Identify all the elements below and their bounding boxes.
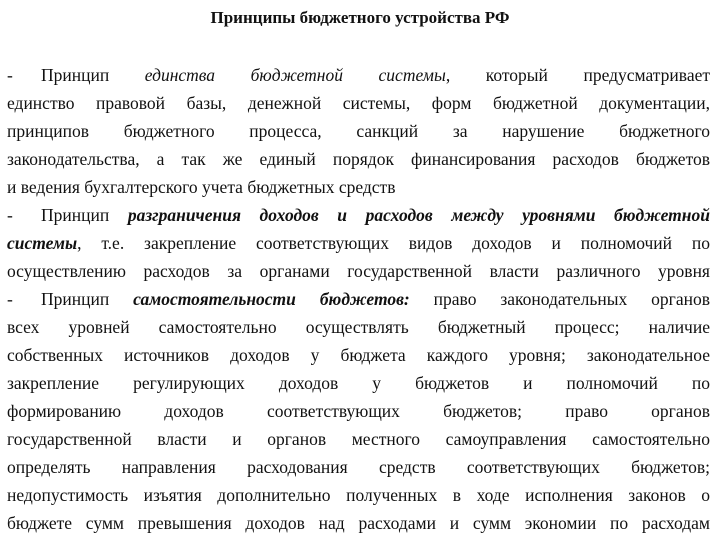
principle-3-line-9: бюджете сумм превышения доходов над расходами и сумм экономии по расходам xyxy=(7,513,710,533)
principle-1-name: единства бюджетной системы xyxy=(144,65,446,85)
principle-2-prefix: Принцип xyxy=(41,205,128,225)
principle-3-line-3: собственных источников доходов у бюджета каждого уровня; законодательное xyxy=(7,345,710,365)
principle-2-name: разграничения доходов и расходов между уровнями бюджетной xyxy=(127,205,710,225)
page-title: Принципы бюджетного устройства РФ xyxy=(210,8,510,27)
bullet-dash: - xyxy=(7,65,13,85)
principle-3-line-2: всех уровней самостоятельно осуществлять бюджетный процесс; наличие xyxy=(7,317,710,337)
principle-2-line-3: осуществлению расходов за органами государственной власти различного уровня xyxy=(7,261,710,281)
principle-3-line-4: закрепление регулирующих доходов у бюджетов и полномочий по xyxy=(7,373,710,393)
principle-3-suffix: право законодательных органов xyxy=(409,289,710,309)
principle-2-lead xyxy=(41,203,710,227)
principle-1-line-3: принципов бюджетного процесса, санкций за нарушение бюджетного xyxy=(7,121,710,141)
principle-3-line-7: определять направления расходования средств соответствующих бюджетов; xyxy=(7,457,710,477)
principle-1-line-5: и ведения бухгалтерского учета бюджетных средств xyxy=(7,177,396,197)
principle-3-lead xyxy=(41,287,710,311)
principle-1-suffix: , который предусматривает xyxy=(445,65,710,85)
principle-3-line-8: недопустимость изъятия дополнительно полученных в ходе исполнения законов о xyxy=(7,485,710,505)
principle-3-line-1 xyxy=(7,287,710,311)
principle-1-prefix: Принцип xyxy=(41,65,145,85)
bullet-dash: - xyxy=(7,205,13,225)
principle-3-prefix: Принцип xyxy=(41,289,134,309)
principle-1-lead xyxy=(41,63,710,87)
principle-3-name: самостоятельности бюджетов: xyxy=(133,289,410,309)
bullet-dash: - xyxy=(7,289,13,309)
principle-1-line-1 xyxy=(7,63,710,87)
principle-2-line-2 xyxy=(7,231,710,255)
principle-2-text: , т.е. закрепление соответствующих видов доходов и полномочий по xyxy=(77,233,710,253)
principle-2-name-end: системы xyxy=(7,233,78,253)
principle-2-line-1 xyxy=(7,203,710,227)
principle-3-line-6: государственной власти и органов местного самоуправления самостоятельно xyxy=(7,429,710,449)
principle-3-line-5: формированию доходов соответствующих бюджетов; право органов xyxy=(7,401,710,421)
principle-1-line-2: единство правовой базы, денежной системы, форм бюджетной документации, xyxy=(7,93,710,113)
principle-1-line-4: законодательства, а так же единый порядок финансирования расходов бюджетов xyxy=(7,149,710,169)
